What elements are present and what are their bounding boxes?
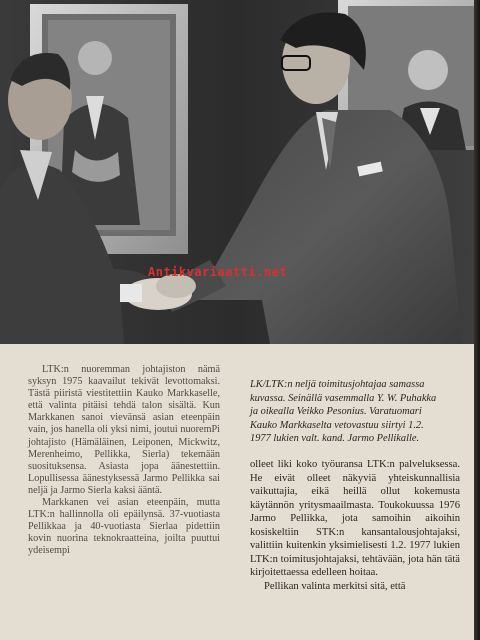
left-paragraph-1: LTK:n nuoremman johtajiston nämä syksyn 1975 kaavailut tekivät levottomaksi. Tästä piiristä viestitettiin Kauko Markkaselle, että valinta pitäisi tehdä talon sisältä. Kun Markkanen sanoi vievänsä asian eteenpäin vain, jos hanella oli yksi nimi, joutui nuoremPi johtajisto (Hämäläinen, Leiponen, Mickwitz, Merenheimo, Pellikka, Sierla) tekemään suosituksensa. Asiasta jopa äänestettiin. Lopullisessa äänestyksessä Jarmo Pellikka sai neljä ja Jarmo Sierla kaksi ääntä. [28,364,220,496]
watermark: Antikvariaatti.net [148,265,288,279]
left-paragraph-2: Markkanen vei asian eteenpäin, mutta LTK:n hallinnolla oli epäilynsä. 37-vuotiasta Pellikkaa ja 40-vuotiasta Sierlaa pidettiin kovin nuorina teknokraatteina, joilta puuttui ydeisempi [28,497,220,557]
photo-caption: LK/LTK:n neljä toimitusjohtajaa samassa kuvassa. Seinällä vasemmalla Y. W. Puhakka ja oikealla Veikko Pesonius. Varatuomari Kauko Markkaselta vetovastuu siirtyi 1.2. 1977 lukien valt. kand. Jarmo Pellikalle. [250,379,437,445]
right-text-column [250,458,460,593]
right-paragraph-1: olleet liki koko työuransa LTK:n palveluksessa. He eivät olleet näkyviä yhteiskunnallisia vaikuttajia, eikä heillä ollut kokemusta käytännön yritysmaailmasta. Toukokuussa 1976 Jarmo Pellikka, jota samoihin aikoihin kosiskeltiin STK:n kansantalousjohtajaksi, valittiin kuitenkin yksimielisesti 1.2. 1977 lukien LTK:n toimitusjohtajaksi, tehtävään, jota hän tätä kirjoitettaessa edelleen hoitaa. [250,459,460,578]
right-paragraph-2: Pellikan valinta merkitsi sitä, että [264,580,406,592]
page-edge [474,0,480,640]
left-text-column [28,364,220,558]
